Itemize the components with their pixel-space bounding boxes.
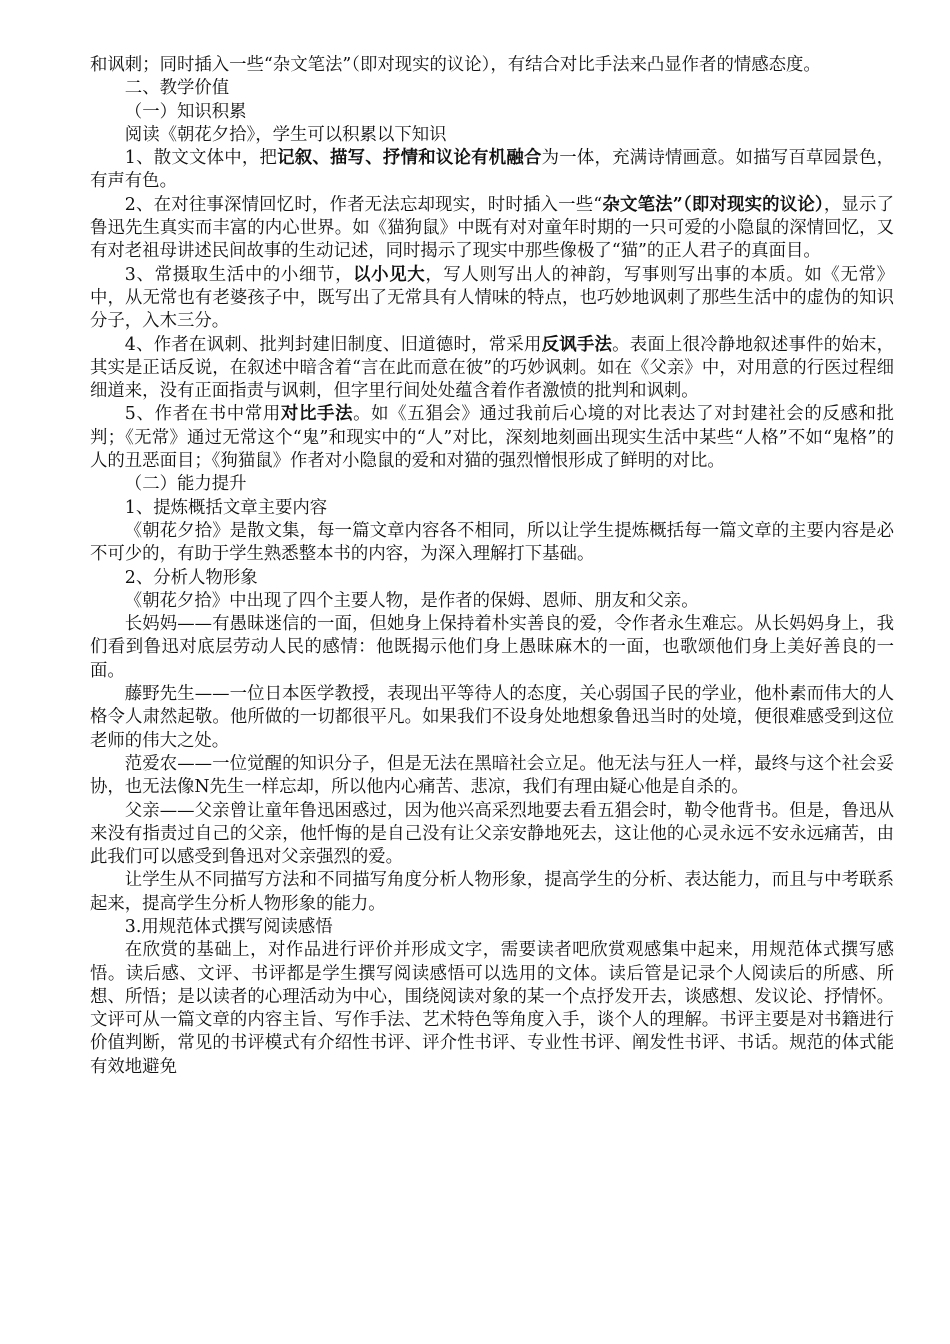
- paragraph: [90, 124, 894, 147]
- text-run: 2、分析人物形象: [124, 567, 258, 588]
- text-run: （一）知识积累: [124, 101, 247, 122]
- text-run: 阅读《朝花夕拾》，学生可以积累以下知识: [124, 124, 447, 145]
- text-run: 1、散文文体中，把: [124, 148, 278, 169]
- text-run: 和讽刺；同时插入一些“杂文笔法”（即对现实的议论），有结合对比手法来凸显作者的情感态度。: [90, 55, 821, 75]
- text-run: 2、在对往事深情回忆时，作者无法忘却现实，时时插入一些“: [124, 194, 603, 215]
- paragraph: [90, 939, 894, 1079]
- bold-text: 记叙、描写、抒情和议论有机融合: [277, 148, 542, 169]
- text-run: 《朝花夕拾》中出现了四个主要人物，是作者的保姆、恩师、朋友和父亲。: [124, 590, 699, 611]
- text-run: 在欣赏的基础上，对作品进行评价并形成文字，需要读者吧欣赏观感集中起来，用规范体式撰写感悟。读后感、文评、书评都是学生撰写阅读感悟可以选用的文体。读后管是记录个人阅读后的所感、所想、所悟；是以读者的心理活动为中心，围绕阅读对象的某一个点抒发开去，谈感想、发议论、抒情怀。文评可从一篇文章的内容主旨、写作手法、艺术特色等角度入手，谈个人的理解。书评主要是对书籍进行价值判断，常见的书评模式有介绍性书评、评介性书评、专业性书评、阐发性书评、书话。规范的体式能有效地避免: [90, 940, 894, 1077]
- text-run: 二、教学价值: [124, 78, 230, 99]
- text-run: 3、常摄取生活中的小细节，: [124, 264, 354, 285]
- text-run: 范爱农——一位觉醒的知识分子，但是无法在黑暗社会立足。他无法与狂人一样，最终与这个社会妥协，也无法像N先生一样忘却，所以他内心痛苦、悲凉，我们有理由疑心他是自杀的。: [90, 753, 894, 798]
- text-run: （二）能力提升: [124, 474, 247, 495]
- paragraph: [90, 497, 894, 520]
- paragraph: [90, 54, 894, 77]
- paragraph: [90, 77, 894, 100]
- text-run: 长妈妈——有愚昧迷信的一面，但她身上保持着朴实善良的爱，令作者永生难忘。从长妈妈身上，我们看到鲁迅对底层劳动人民的感情：他既揭示他们身上愚昧麻木的一面，也歌颂他们身上美好善良的一面。: [90, 614, 894, 681]
- paragraph: [90, 194, 894, 264]
- paragraph: [90, 147, 894, 194]
- bold-text: 反讽手法: [541, 334, 613, 355]
- paragraph: [90, 101, 894, 124]
- paragraph: [90, 613, 894, 683]
- paragraph: [90, 683, 894, 753]
- text-run: 4、作者在讽刺、批判封建旧制度、旧道德时，常采用: [124, 334, 542, 355]
- text-run: 让学生从不同描写方法和不同描写角度分析人物形象，提高学生的分析、表达能力，而且与中考联系起来，提高学生分析人物形象的能力。: [90, 870, 894, 914]
- paragraph: [90, 334, 894, 404]
- text-run: 为一体，充满诗情画意。如描写百草园景色，有声有色。: [90, 148, 894, 192]
- bold-text: 以小见大: [353, 264, 426, 285]
- paragraph: [90, 753, 894, 800]
- paragraph: [90, 264, 894, 334]
- document-body: [90, 54, 894, 1079]
- paragraph: [90, 473, 894, 496]
- text-run: ，写人则写出人的神韵，写事则写出事的本质。如《无常》中，从无常也有老婆孩子中，既写出了无常具有人情味的特点，也巧妙地讽刺了那些生活中的虚伪的知识分子，入木三分。: [90, 264, 894, 332]
- paragraph: [90, 403, 894, 473]
- text-run: 1、提炼概括文章主要内容: [124, 497, 328, 518]
- text-run: ，显示了鲁迅先生真实而丰富的内心世界。如《猫狗鼠》中既有对对童年时期的一只可爱的小隐鼠的深情回忆，又有对老祖母讲述民间故事的生动记述，同时揭示了现实中那些像极了“猫”的正人君子的真面目。: [90, 194, 894, 262]
- paragraph: [90, 590, 894, 613]
- text-run: 藤野先生——一位日本医学教授，表现出平等待人的态度，关心弱国子民的学业，他朴素而伟大的人格令人肃然起敬。他所做的一切都很平凡。如果我们不设身处地想象鲁迅当时的处境，便很难感受到这位老师的伟大之处。: [90, 684, 894, 751]
- paragraph: [90, 869, 894, 916]
- paragraph: [90, 520, 894, 567]
- text-run: 3.用规范体式撰写阅读感悟: [124, 916, 333, 937]
- text-run: 5、作者在书中常用: [124, 404, 281, 425]
- text-run: 。表面上很冷静地叙述事件的始末，其实是正话反说，在叙述中暗含着“言在此而意在彼”的巧妙讽刺。如在《父亲》中，对用意的行医过程细细道来，没有正面指责与讽刺，但字里行间处处蕴含着作者激愤的批判和讽刺。: [90, 334, 894, 402]
- paragraph: [90, 800, 894, 870]
- bold-text: 杂文笔法”（即对现实的议论）: [602, 194, 824, 215]
- bold-text: 对比手法: [280, 404, 354, 425]
- text-run: 《朝花夕拾》是散文集，每一篇文章内容各不相同，所以让学生提炼概括每一篇文章的主要内容是必不可少的，有助于学生熟悉整本书的内容，为深入理解打下基础。: [90, 520, 894, 565]
- paragraph: [90, 567, 894, 590]
- text-run: 。如《五猖会》通过我前后心境的对比表达了对封建社会的反感和批判；《无常》通过无常这个“鬼”和现实中的“人”对比，深刻地刻画出现实生活中某些“人格”不如“鬼格”的人的丑恶面目；《狗猫鼠》作者对小隐鼠的爱和对猫的强烈憎恨形成了鲜明的对比。: [90, 404, 894, 472]
- paragraph: [90, 916, 894, 939]
- text-run: 父亲——父亲曾让童年鲁迅困惑过，因为他兴高采烈地要去看五猖会时，勒令他背书。但是，鲁迅从来没有指责过自己的父亲，他忏悔的是自己没有让父亲安静地死去，这让他的心灵永远不安永远痛苦，由此我们可以感受到鲁迅对父亲强烈的爱。: [90, 800, 894, 868]
